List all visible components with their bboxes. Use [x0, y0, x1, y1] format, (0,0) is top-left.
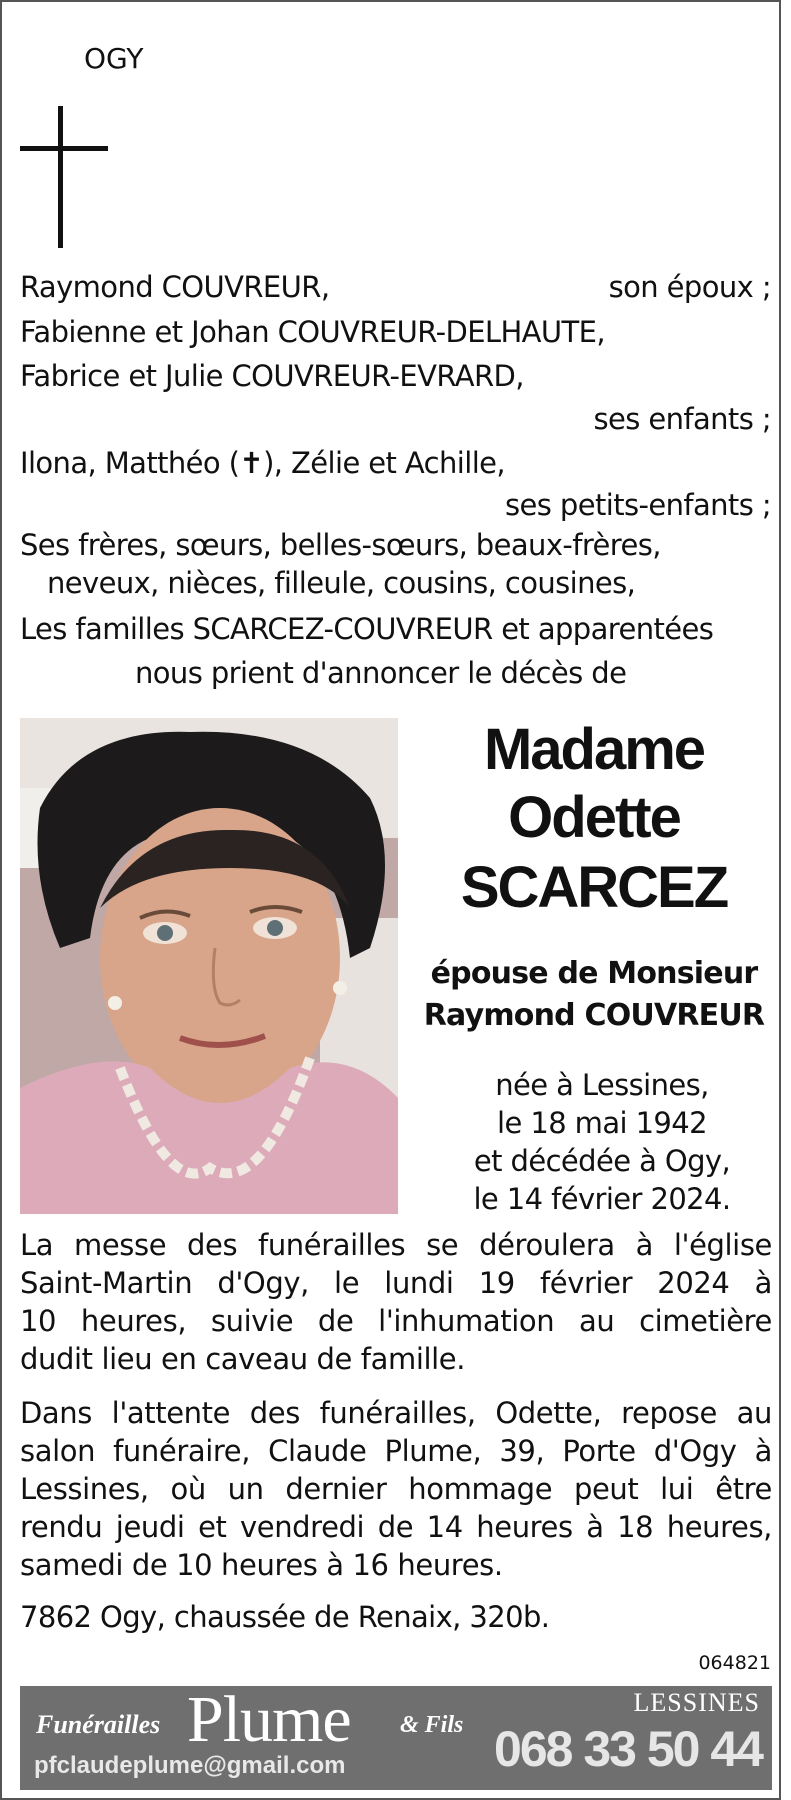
- deceased-first-name: Odette: [508, 785, 680, 850]
- visitation-line: Lessines, où un dernier hommage peut lui être: [20, 1472, 772, 1506]
- deceased-last-name: SCARCEZ: [460, 855, 728, 920]
- banner-email: pfclaudeplume@gmail.com: [34, 1752, 346, 1779]
- families-line: Les familles SCARCEZ-COUVREUR et apparentées: [20, 612, 714, 646]
- death-place: et décédée à Ogy,: [473, 1144, 731, 1178]
- deceased-title: Madame: [483, 717, 705, 782]
- announcement-line: nous prient d'annoncer le décès de: [135, 656, 627, 690]
- banner-fils: & Fils: [400, 1712, 464, 1738]
- banner-city: LESSINES: [633, 1688, 760, 1717]
- visitation-line: salon funéraire, Claude Plume, 39, Porte d'Ogy à: [20, 1434, 772, 1468]
- grandchildren-role: ses petits-enfants ;: [505, 488, 771, 522]
- husband-name: Raymond COUVREUR,: [20, 270, 330, 304]
- siblings-line-2: neveux, nièces, filleule, cousins, cousines,: [47, 566, 636, 600]
- funeral-line: dudit lieu en caveau de famille.: [20, 1342, 466, 1376]
- visitation-line: samedi de 10 heures à 16 heures.: [20, 1548, 503, 1582]
- visitation-line: rendu jeudi et vendredi de 14 heures à 18 heures,: [20, 1510, 772, 1544]
- death-date: le 14 février 2024.: [473, 1182, 731, 1216]
- banner-funerailles: Funérailles: [36, 1710, 161, 1739]
- spouse-line-1: épouse de Monsieur: [430, 956, 758, 991]
- banner-plume-logo: Plume: [187, 1683, 351, 1756]
- children-role: ses enfants ;: [593, 402, 771, 436]
- visitation-paragraph: [20, 1394, 772, 1584]
- grandchildren-names: Ilona, Matthéo (✝), Zélie et Achille,: [20, 446, 506, 480]
- siblings-line-1: Ses frères, sœurs, belles-sœurs, beaux-frères,: [20, 528, 661, 562]
- place-heading: OGY: [84, 42, 144, 75]
- funeral-line: Saint-Martin d'Ogy, le lundi 19 février 2024 à: [20, 1266, 772, 1300]
- birth-place: née à Lessines,: [495, 1068, 709, 1102]
- funeral-line: 10 heures, suivie de l'inhumation au cimetière: [20, 1304, 772, 1338]
- funeral-paragraph: [20, 1226, 772, 1378]
- husband-role: son époux ;: [608, 270, 771, 304]
- child-line-1: Fabienne et Johan COUVREUR-DELHAUTE,: [20, 315, 606, 349]
- home-address: 7862 Ogy, chaussée de Renaix, 320b.: [20, 1600, 550, 1634]
- spouse-line-2: Raymond COUVREUR: [423, 998, 765, 1033]
- birth-date: le 18 mai 1942: [497, 1106, 707, 1140]
- portrait-photo: [20, 718, 398, 1214]
- funeral-line: La messe des funérailles se déroulera à l'église: [20, 1228, 772, 1262]
- banner-phone: 068 33 50 44: [494, 1721, 762, 1777]
- funeral-home-banner: [20, 1683, 772, 1790]
- visitation-line: Dans l'attente des funérailles, Odette, repose au: [20, 1396, 772, 1430]
- child-line-2: Fabrice et Julie COUVREUR-EVRARD,: [20, 359, 524, 393]
- portrait-image: [20, 718, 398, 1214]
- reference-number: 064821: [698, 1652, 771, 1674]
